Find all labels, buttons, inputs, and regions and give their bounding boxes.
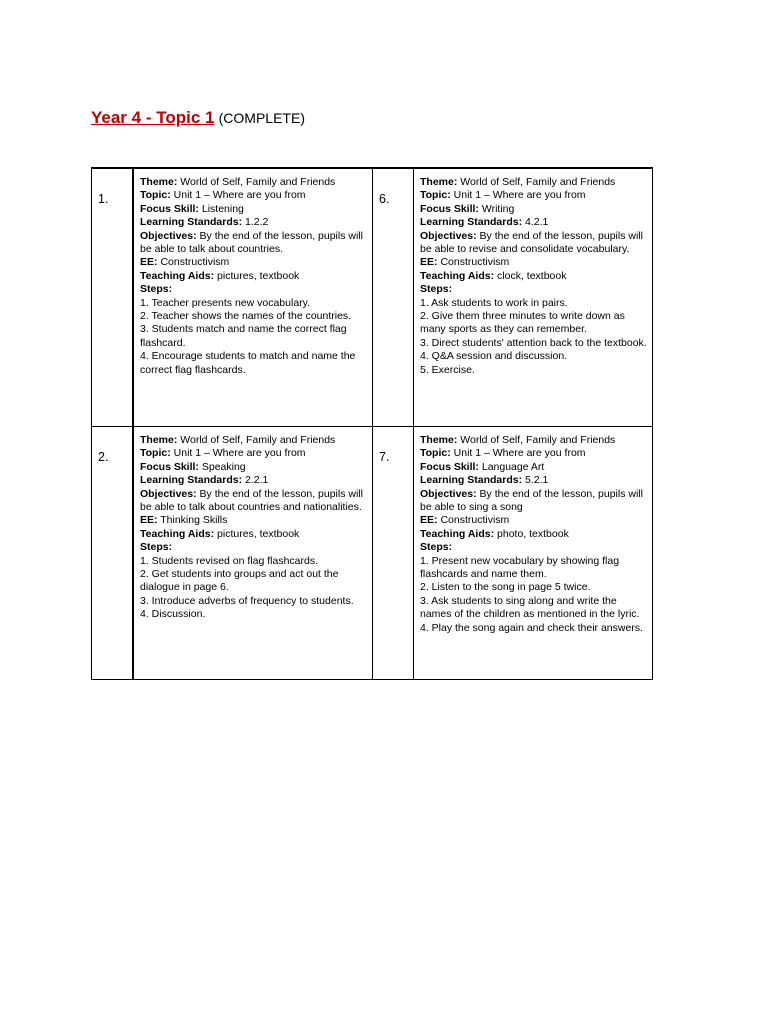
objectives-value: By the end of the lesson, pupils will be able to revise and consolidate vocabulary. bbox=[420, 229, 643, 256]
theme-value: World of Self, Family and Friends bbox=[180, 434, 336, 446]
theme-line bbox=[420, 434, 649, 447]
objectives-value: By the end of the lesson, pupils will be able to sing a song bbox=[420, 487, 643, 514]
topic-line bbox=[420, 447, 649, 460]
steps-label: Steps: bbox=[140, 541, 173, 554]
teaching-aids-label: Teaching Aids: bbox=[140, 269, 215, 282]
objectives-line bbox=[140, 488, 369, 515]
objectives-label: Objectives: bbox=[140, 229, 197, 242]
teaching-aids-label: Teaching Aids: bbox=[140, 527, 215, 540]
focus-skill-label: Focus Skill: bbox=[420, 460, 479, 473]
ee-value: Constructivism bbox=[160, 256, 230, 269]
topic-label: Topic: bbox=[420, 189, 451, 202]
step-item: 3. Ask students to sing along and write the names of the children as mentioned in the lyric. bbox=[420, 594, 640, 621]
learning-standards-value: 2.2.1 bbox=[245, 474, 269, 487]
steps-label: Steps: bbox=[420, 283, 453, 296]
objectives-line bbox=[420, 488, 649, 515]
focus-skill-value: Writing bbox=[481, 202, 515, 215]
lesson-number-cell bbox=[373, 168, 414, 427]
theme-line bbox=[420, 176, 649, 189]
lesson-number: 2. bbox=[98, 450, 109, 464]
teaching-aids-label: Teaching Aids: bbox=[420, 269, 495, 282]
document-title bbox=[91, 108, 305, 129]
lesson-cell bbox=[133, 427, 373, 680]
topic-value: Unit 1 – Where are you from bbox=[173, 189, 306, 202]
teaching-aids-label: Teaching Aids: bbox=[420, 527, 495, 540]
theme-label: Theme: bbox=[420, 176, 458, 188]
focus-skill-value: Language Art bbox=[481, 460, 545, 473]
topic-line bbox=[420, 189, 649, 202]
topic-value: Unit 1 – Where are you from bbox=[173, 447, 306, 460]
learning-standards-value: 1.2.2 bbox=[245, 216, 269, 229]
learning-standards-label: Learning Standards: bbox=[140, 216, 243, 229]
objectives-line bbox=[420, 230, 649, 257]
focus-skill-line bbox=[420, 203, 649, 216]
teaching-aids-value: pictures, textbook bbox=[217, 269, 300, 282]
theme-line bbox=[140, 434, 369, 447]
ee-value: Constructivism bbox=[440, 256, 510, 269]
focus-skill-label: Focus Skill: bbox=[420, 202, 479, 215]
teaching-aids-value: clock, textbook bbox=[497, 269, 567, 282]
step-item: 2. Teacher shows the names of the countries. bbox=[140, 310, 352, 323]
steps-heading bbox=[420, 541, 649, 554]
objectives-label: Objectives: bbox=[140, 487, 197, 500]
topic-line bbox=[140, 189, 369, 202]
lesson-cell bbox=[414, 427, 653, 680]
teaching-aids-line bbox=[420, 270, 649, 283]
ee-value: Constructivism bbox=[440, 514, 510, 527]
table-row bbox=[92, 168, 653, 427]
step-item: 1. Present new vocabulary by showing flag flashcards and name them. bbox=[420, 554, 620, 581]
steps-heading bbox=[140, 283, 369, 296]
ee-label: EE: bbox=[420, 256, 438, 269]
lesson-number: 1. bbox=[98, 192, 109, 206]
step-item: 4. Discussion. bbox=[140, 608, 206, 621]
theme-value: World of Self, Family and Friends bbox=[180, 176, 336, 188]
ee-line bbox=[140, 256, 369, 269]
objectives-line bbox=[140, 230, 369, 257]
lesson-cell bbox=[133, 168, 373, 427]
focus-skill-line bbox=[140, 461, 369, 474]
topic-label: Topic: bbox=[140, 189, 171, 202]
ee-line bbox=[140, 514, 369, 527]
ee-label: EE: bbox=[140, 514, 158, 527]
objectives-value: By the end of the lesson, pupils will be able to talk about countries. bbox=[140, 229, 363, 256]
learning-standards-line bbox=[140, 216, 369, 229]
focus-skill-value: Speaking bbox=[201, 460, 246, 473]
step-item: 1. Students revised on flag flashcards. bbox=[140, 554, 319, 567]
learning-standards-line bbox=[420, 474, 649, 487]
topic-heading: Year 4 - Topic 1 bbox=[91, 108, 215, 127]
objectives-label: Objectives: bbox=[420, 229, 477, 242]
step-item: 1. Ask students to work in pairs. bbox=[420, 296, 568, 309]
step-item: 3. Direct students' attention back to the textbook. bbox=[420, 336, 647, 349]
theme-line bbox=[140, 176, 369, 189]
topic-label: Topic: bbox=[140, 447, 171, 460]
lesson-number: 7. bbox=[379, 450, 390, 464]
theme-label: Theme: bbox=[420, 434, 458, 446]
step-item: 3. Introduce adverbs of frequency to students. bbox=[140, 594, 354, 607]
teaching-aids-line bbox=[420, 528, 649, 541]
focus-skill-label: Focus Skill: bbox=[140, 202, 199, 215]
lesson-number: 6. bbox=[379, 192, 390, 206]
teaching-aids-line bbox=[140, 270, 369, 283]
objectives-label: Objectives: bbox=[420, 487, 477, 500]
learning-standards-label: Learning Standards: bbox=[420, 474, 523, 487]
step-item: 4. Q&A session and discussion. bbox=[420, 350, 568, 363]
theme-label: Theme: bbox=[140, 434, 178, 446]
learning-standards-value: 4.2.1 bbox=[525, 216, 549, 229]
topic-value: Unit 1 – Where are you from bbox=[453, 189, 586, 202]
teaching-aids-value: pictures, textbook bbox=[217, 527, 300, 540]
ee-line bbox=[420, 514, 649, 527]
focus-skill-line bbox=[420, 461, 649, 474]
topic-label: Topic: bbox=[420, 447, 451, 460]
ee-line bbox=[420, 256, 649, 269]
lesson-number-cell bbox=[373, 427, 414, 680]
theme-label: Theme: bbox=[140, 176, 178, 188]
steps-heading bbox=[140, 541, 369, 554]
focus-skill-line bbox=[140, 203, 369, 216]
step-item: 4. Play the song again and check their answers. bbox=[420, 621, 643, 634]
learning-standards-line bbox=[420, 216, 649, 229]
teaching-aids-value: photo, textbook bbox=[497, 527, 569, 540]
learning-standards-line bbox=[140, 474, 369, 487]
ee-value: Thinking Skills bbox=[160, 514, 228, 527]
topic-value: Unit 1 – Where are you from bbox=[453, 447, 586, 460]
topic-line bbox=[140, 447, 369, 460]
step-item: 1. Teacher presents new vocabulary. bbox=[140, 296, 311, 309]
step-item: 5. Exercise. bbox=[420, 363, 475, 376]
learning-standards-value: 5.2.1 bbox=[525, 474, 549, 487]
steps-label: Steps: bbox=[420, 541, 453, 554]
learning-standards-label: Learning Standards: bbox=[140, 474, 243, 487]
lesson-plan-table bbox=[91, 167, 653, 680]
teaching-aids-line bbox=[140, 528, 369, 541]
step-item: 2. Get students into groups and act out the dialogue in page 6. bbox=[140, 568, 339, 594]
step-item: 3. Students match and name the correct flag flashcard. bbox=[140, 323, 347, 349]
learning-standards-label: Learning Standards: bbox=[420, 216, 523, 229]
completion-status: (COMPLETE) bbox=[218, 110, 305, 126]
focus-skill-value: Listening bbox=[201, 202, 244, 215]
lesson-number-cell bbox=[92, 427, 134, 680]
theme-value: World of Self, Family and Friends bbox=[460, 176, 616, 188]
step-item: 2. Listen to the song in page 5 twice. bbox=[420, 581, 591, 594]
theme-value: World of Self, Family and Friends bbox=[460, 434, 616, 446]
ee-label: EE: bbox=[140, 256, 158, 269]
step-item: 2. Give them three minutes to write down as many sports as they can remember. bbox=[420, 310, 625, 336]
steps-label: Steps: bbox=[140, 283, 173, 296]
objectives-value: By the end of the lesson, pupils will be able to talk about countries and nationalities. bbox=[140, 487, 363, 514]
lesson-cell bbox=[414, 168, 653, 427]
lesson-number-cell bbox=[92, 168, 134, 427]
table-row bbox=[92, 427, 653, 680]
focus-skill-label: Focus Skill: bbox=[140, 460, 199, 473]
ee-label: EE: bbox=[420, 514, 438, 527]
steps-heading bbox=[420, 283, 649, 296]
step-item: 4. Encourage students to match and name the correct flag flashcards. bbox=[140, 350, 356, 376]
